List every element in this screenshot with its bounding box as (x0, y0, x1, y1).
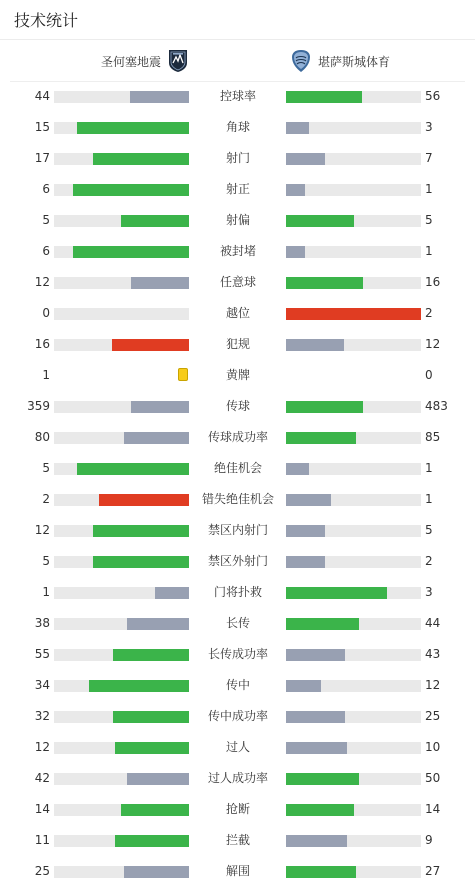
home-stat-bar (155, 587, 189, 599)
away-stat-value: 3 (425, 120, 433, 134)
yellow-card-icon (178, 368, 188, 381)
stat-label: 控球率 (219, 89, 256, 103)
stat-label: 射门 (225, 151, 250, 165)
stat-label: 传中 (225, 678, 250, 692)
away-stat-value: 43 (425, 647, 441, 661)
home-stat-bar-track (54, 866, 189, 878)
away-stat-bar-track (286, 711, 421, 723)
away-stat-value: 27 (425, 864, 441, 878)
home-stat-bar (115, 742, 189, 754)
away-stat-bar (286, 618, 359, 630)
san-jose-earthquakes-crest-icon (167, 49, 189, 73)
stat-label: 解围 (225, 864, 250, 878)
away-stat-value: 5 (425, 523, 433, 537)
home-stat-bar-track (54, 215, 189, 227)
away-stat-bar-track (286, 742, 421, 754)
home-stat-bar-track (54, 184, 189, 196)
home-stat-bar (73, 184, 189, 196)
home-stat-value: 25 (34, 864, 50, 878)
stat-row (0, 670, 475, 701)
stat-row (0, 825, 475, 856)
home-stat-bar-track (54, 91, 189, 103)
away-stat-bar-track (286, 649, 421, 661)
away-stat-value: 9 (425, 833, 433, 847)
home-stat-value: 359 (27, 399, 50, 413)
away-team[interactable] (290, 41, 390, 81)
stat-label: 传球成功率 (207, 430, 268, 444)
stat-row (0, 577, 475, 608)
home-team-name: 圣何塞地震 (101, 54, 162, 69)
home-stat-value: 32 (34, 709, 50, 723)
home-stat-bar-track (54, 339, 189, 351)
home-stat-value: 12 (34, 275, 50, 289)
home-stat-value: 5 (42, 213, 50, 227)
away-stat-bar (286, 587, 387, 599)
away-stat-value: 1 (425, 492, 433, 506)
away-stat-value: 0 (425, 368, 433, 382)
stat-row (0, 794, 475, 825)
stat-row (0, 484, 475, 515)
away-stat-value: 7 (425, 151, 433, 165)
away-stat-bar (286, 432, 356, 444)
home-stat-bar (124, 432, 189, 444)
away-stat-bar (286, 742, 347, 754)
away-stat-bar-track (286, 401, 421, 413)
away-stat-value: 44 (425, 616, 441, 630)
stat-label: 禁区外射门 (207, 554, 268, 568)
home-stat-value: 16 (34, 337, 50, 351)
stat-label: 犯规 (225, 337, 250, 351)
away-stat-bar (286, 866, 356, 878)
away-stat-bar-track (286, 91, 421, 103)
home-stat-bar (127, 773, 189, 785)
stat-row (0, 298, 475, 329)
home-stat-bar-track (54, 742, 189, 754)
stat-label: 越位 (225, 306, 250, 320)
stat-label: 被封堵 (219, 244, 256, 258)
home-stat-bar (131, 401, 189, 413)
home-stat-bar-track (54, 556, 189, 568)
teams-row (10, 41, 465, 82)
home-stat-bar-track (54, 835, 189, 847)
stats-header (0, 0, 475, 40)
away-stat-bar-track (286, 308, 421, 320)
stat-label: 射偏 (225, 213, 250, 227)
away-stat-bar-track (286, 463, 421, 475)
stat-label: 禁区内射门 (207, 523, 268, 537)
away-stat-bar (286, 835, 347, 847)
stat-label: 错失绝佳机会 (201, 492, 274, 506)
home-stat-value: 42 (34, 771, 50, 785)
away-stat-value: 16 (425, 275, 441, 289)
home-team[interactable] (101, 41, 189, 81)
home-stat-bar-track (54, 122, 189, 134)
away-stat-value: 483 (425, 399, 448, 413)
away-stat-bar-track (286, 494, 421, 506)
stat-label: 长传成功率 (207, 647, 268, 661)
away-stat-value: 3 (425, 585, 433, 599)
stat-label: 过人成功率 (207, 771, 268, 785)
home-stat-value: 80 (34, 430, 50, 444)
away-stat-bar-track (286, 866, 421, 878)
away-stat-bar (286, 494, 331, 506)
away-stat-bar-track (286, 339, 421, 351)
away-team-name: 堪萨斯城体育 (318, 54, 391, 69)
away-stat-bar-track (286, 804, 421, 816)
home-stat-bar (89, 680, 189, 692)
stat-row (0, 391, 475, 422)
away-stat-bar-track (286, 122, 421, 134)
home-stat-bar-track (54, 494, 189, 506)
away-stat-bar-track (286, 246, 421, 258)
stats-list (0, 81, 475, 887)
away-stat-bar (286, 773, 359, 785)
home-stat-bar-track (54, 401, 189, 413)
home-stat-bar-track (54, 649, 189, 661)
home-stat-value: 15 (34, 120, 50, 134)
home-stat-bar (130, 91, 189, 103)
away-stat-bar (286, 184, 305, 196)
home-stat-value: 2 (42, 492, 50, 506)
stat-label: 门将扑救 (213, 585, 262, 599)
home-stat-value: 6 (42, 182, 50, 196)
away-stat-value: 12 (425, 337, 441, 351)
page-title: 技术统计 (14, 11, 79, 30)
stat-label: 传球 (225, 399, 250, 413)
home-stat-value: 34 (34, 678, 50, 692)
away-stat-bar-track (286, 556, 421, 568)
stat-row (0, 856, 475, 887)
away-stat-bar (286, 308, 421, 320)
away-stat-value: 5 (425, 213, 433, 227)
away-stat-bar (286, 556, 325, 568)
home-stat-value: 12 (34, 740, 50, 754)
away-stat-bar-track (286, 587, 421, 599)
home-stat-value: 17 (34, 151, 50, 165)
stat-row (0, 515, 475, 546)
home-stat-bar (124, 866, 189, 878)
stat-row (0, 174, 475, 205)
away-stat-bar (286, 246, 305, 258)
away-stat-bar (286, 463, 309, 475)
stat-label: 传中成功率 (207, 709, 268, 723)
stat-label: 射正 (225, 182, 250, 196)
home-stat-bar-track (54, 308, 189, 320)
home-stat-bar-track (54, 680, 189, 692)
away-stat-value: 10 (425, 740, 441, 754)
stat-row (0, 701, 475, 732)
home-stat-bar-track (54, 153, 189, 165)
away-stat-value: 1 (425, 244, 433, 258)
home-stat-bar-track (54, 711, 189, 723)
away-stat-value: 2 (425, 306, 433, 320)
stat-label: 拦截 (225, 833, 250, 847)
home-stat-bar (93, 525, 189, 537)
home-stat-value: 38 (34, 616, 50, 630)
stat-row (0, 205, 475, 236)
away-stat-value: 14 (425, 802, 441, 816)
home-stat-bar (73, 246, 189, 258)
away-stat-bar (286, 277, 363, 289)
home-stat-value: 0 (42, 306, 50, 320)
home-stat-bar (77, 122, 189, 134)
home-stat-bar (127, 618, 189, 630)
away-stat-bar (286, 680, 321, 692)
home-stat-bar (113, 649, 189, 661)
away-stat-value: 50 (425, 771, 441, 785)
away-stat-value: 12 (425, 678, 441, 692)
home-stat-value: 12 (34, 523, 50, 537)
stat-label: 长传 (225, 616, 250, 630)
home-stat-bar (121, 215, 189, 227)
away-stat-bar-track (286, 773, 421, 785)
stat-label: 过人 (225, 740, 250, 754)
home-stat-bar (77, 463, 189, 475)
home-stat-bar-track (54, 246, 189, 258)
home-stat-bar-track (54, 773, 189, 785)
stat-label: 黄牌 (225, 368, 250, 382)
home-stat-bar (115, 835, 189, 847)
away-stat-bar (286, 711, 345, 723)
home-stat-bar (99, 494, 189, 506)
away-stat-bar (286, 339, 344, 351)
stat-row (0, 732, 475, 763)
away-stat-bar (286, 91, 362, 103)
away-stat-bar-track (286, 680, 421, 692)
stat-row (0, 763, 475, 794)
away-stat-bar (286, 401, 363, 413)
away-stat-bar-track (286, 432, 421, 444)
away-stat-bar (286, 525, 325, 537)
away-stat-value: 25 (425, 709, 441, 723)
home-stat-value: 6 (42, 244, 50, 258)
home-stat-bar (113, 711, 189, 723)
stat-label: 绝佳机会 (213, 461, 262, 475)
away-stat-bar (286, 804, 354, 816)
stat-row (0, 639, 475, 670)
home-stat-value: 5 (42, 554, 50, 568)
stat-row (0, 422, 475, 453)
stat-label: 抢断 (225, 802, 250, 816)
home-stat-bar-track (54, 804, 189, 816)
away-stat-value: 85 (425, 430, 441, 444)
home-stat-bar-track (54, 587, 189, 599)
away-stat-bar (286, 215, 354, 227)
away-stat-value: 1 (425, 182, 433, 196)
home-stat-value: 14 (34, 802, 50, 816)
home-stat-bar (121, 804, 189, 816)
home-stat-value: 1 (42, 585, 50, 599)
away-stat-bar-track (286, 184, 421, 196)
home-stat-bar-track (54, 618, 189, 630)
home-stat-bar-track (54, 277, 189, 289)
away-stat-value: 2 (425, 554, 433, 568)
home-stat-value: 1 (42, 368, 50, 382)
away-stat-bar (286, 153, 325, 165)
stat-row (0, 81, 475, 112)
home-stat-bar (93, 153, 189, 165)
away-stat-bar-track (286, 153, 421, 165)
away-stat-bar-track (286, 618, 421, 630)
stat-row (0, 267, 475, 298)
away-stat-bar-track (286, 835, 421, 847)
away-stat-bar (286, 122, 309, 134)
home-stat-bar-track (54, 463, 189, 475)
sporting-kansas-city-crest-icon (290, 49, 312, 73)
stat-row (0, 329, 475, 360)
stat-row (0, 360, 475, 391)
away-stat-bar-track (286, 525, 421, 537)
home-stat-bar (93, 556, 189, 568)
home-stat-value: 11 (34, 833, 50, 847)
stat-row (0, 143, 475, 174)
home-stat-bar-track (54, 432, 189, 444)
stat-row (0, 546, 475, 577)
away-stat-value: 1 (425, 461, 433, 475)
stat-row (0, 112, 475, 143)
away-stat-bar-track (286, 215, 421, 227)
home-stat-value: 44 (34, 89, 50, 103)
home-stat-bar (131, 277, 189, 289)
home-stat-bar-track (54, 525, 189, 537)
home-stat-value: 55 (34, 647, 50, 661)
home-stat-value: 5 (42, 461, 50, 475)
stat-row (0, 608, 475, 639)
home-stat-bar (112, 339, 189, 351)
stat-label: 任意球 (219, 275, 256, 289)
away-stat-bar-track (286, 277, 421, 289)
stat-row (0, 236, 475, 267)
stat-row (0, 453, 475, 484)
away-stat-bar (286, 649, 345, 661)
away-stat-value: 56 (425, 89, 441, 103)
stat-label: 角球 (225, 120, 250, 134)
